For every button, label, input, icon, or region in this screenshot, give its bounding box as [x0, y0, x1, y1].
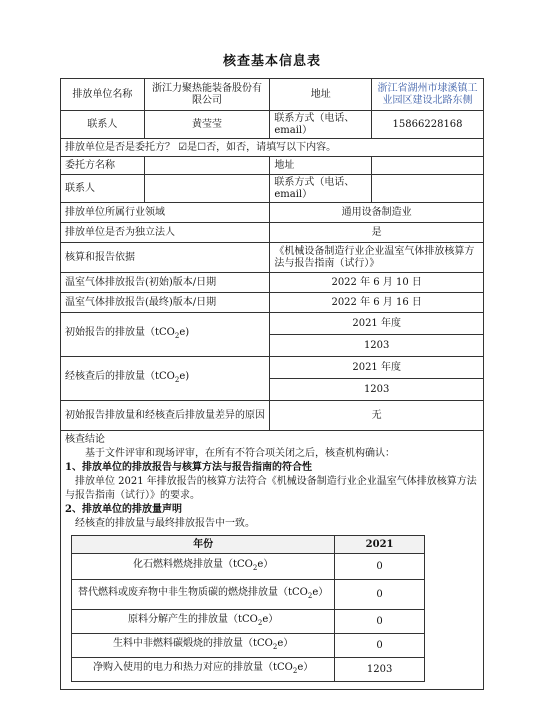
contact-method-value: 15866228168: [372, 111, 484, 139]
client-contact-label: 联系人: [61, 175, 145, 203]
contact-value: 黄莹莹: [144, 111, 270, 139]
page-title: 核查基本信息表: [222, 54, 321, 69]
legal-person-value: 是: [270, 223, 484, 243]
section1-text: 排放单位 2021 年排放报告的核算方法符合《机械设备制造行业企业温室气体排放核算方法与报告指南（试行）》的要求。: [65, 476, 477, 501]
section2-title: 2、排放单位的排放量声明: [65, 504, 182, 515]
section1-title: 1、排放单位的排放报告与核算方法与报告指南的符合性: [65, 462, 312, 473]
client-address-value: [372, 157, 484, 175]
final-report-value: 2022 年 6 月 16 日: [270, 293, 484, 313]
industry-value: 通用设备制造业: [270, 203, 484, 223]
conclusion-heading: 核查结论: [65, 434, 105, 445]
initial-emission-value: 1203: [270, 335, 484, 357]
client-address-label: 地址: [270, 157, 372, 175]
section2-text: 经核查的排放量与最终排放报告中一致。: [75, 518, 255, 529]
contact-label: 联系人: [61, 111, 145, 139]
emissions-row-value: 0: [335, 580, 425, 610]
verified-emission-year: 2021 年度: [270, 357, 484, 379]
initial-emission-label: 初始报告的排放量（tCO$_2$e): [61, 313, 270, 357]
diff-reason-value: 无: [270, 401, 484, 431]
verified-emission-value: 1203: [270, 379, 484, 401]
emissions-row-label: 替代燃料或废弃物中非生物质碳的燃烧排放量（tCO$_2$e）: [72, 580, 335, 610]
initial-report-value: 2022 年 6 月 10 日: [270, 273, 484, 293]
emitter-name-label: 排放单位名称: [61, 79, 145, 111]
emissions-table: [71, 535, 425, 682]
initial-report-label: 温室气体排放报告(初始)版本/日期: [61, 273, 270, 293]
emissions-row-label: 生料中非燃料碳煅烧的排放量（tCO$_2$e）: [72, 634, 335, 658]
industry-label: 排放单位所属行业领域: [61, 203, 270, 223]
final-report-label: 温室气体排放报告(最终)版本/日期: [61, 293, 270, 313]
address-label: 地址: [270, 79, 372, 111]
diff-reason-label: 初始报告排放量和经核查后排放量差异的原因: [61, 401, 270, 431]
client-contact-method-label: 联系方式（电话、email）: [270, 175, 372, 203]
address-value: 浙江省湖州市埭溪镇工业园区建设北路东侧: [372, 79, 484, 111]
basic-info-table: [60, 78, 484, 690]
emissions-row-value: 1203: [335, 658, 425, 682]
basis-label: 核算和报告依据: [61, 243, 270, 273]
emissions-row-value: 0: [335, 554, 425, 580]
initial-emission-year: 2021 年度: [270, 313, 484, 335]
emissions-row-value: 0: [335, 610, 425, 634]
verified-emission-label: 经核查后的排放量（tCO$_2$e): [61, 357, 270, 401]
emissions-row-label: 净购入使用的电力和热力对应的排放量（tCO$_2$e）: [72, 658, 335, 682]
emitter-name-value: 浙江力聚热能装备股份有限公司: [144, 79, 270, 111]
client-contact-method-value: [372, 175, 484, 203]
emissions-row-value: 0: [335, 634, 425, 658]
emissions-header-year-label: 年份: [72, 536, 335, 554]
emissions-row-label: 化石燃料燃烧排放量（tCO$_2$e）: [72, 554, 335, 580]
conclusion-intro: 基于文件评审和现场评审，在所有不符合项关闭之后，核查机构确认：: [85, 448, 395, 459]
basis-value: 《机械设备制造行业企业温室气体排放核算方法与报告指南（试行）》: [270, 243, 484, 273]
emissions-header-year-value: 2021: [335, 536, 425, 554]
legal-person-label: 排放单位是否为独立法人: [61, 223, 270, 243]
emissions-row-label: 原料分解产生的排放量（tCO$_2$e）: [72, 610, 335, 634]
conclusion-cell: [61, 431, 484, 690]
client-name-value: [144, 157, 270, 175]
entrusted-question: 排放单位是否是委托方？ ☑是☐否，如否，请填写以下内容。: [61, 139, 484, 157]
client-name-label: 委托方名称: [61, 157, 145, 175]
client-contact-value: [144, 175, 270, 203]
contact-method-label: 联系方式（电话、email）: [270, 111, 372, 139]
